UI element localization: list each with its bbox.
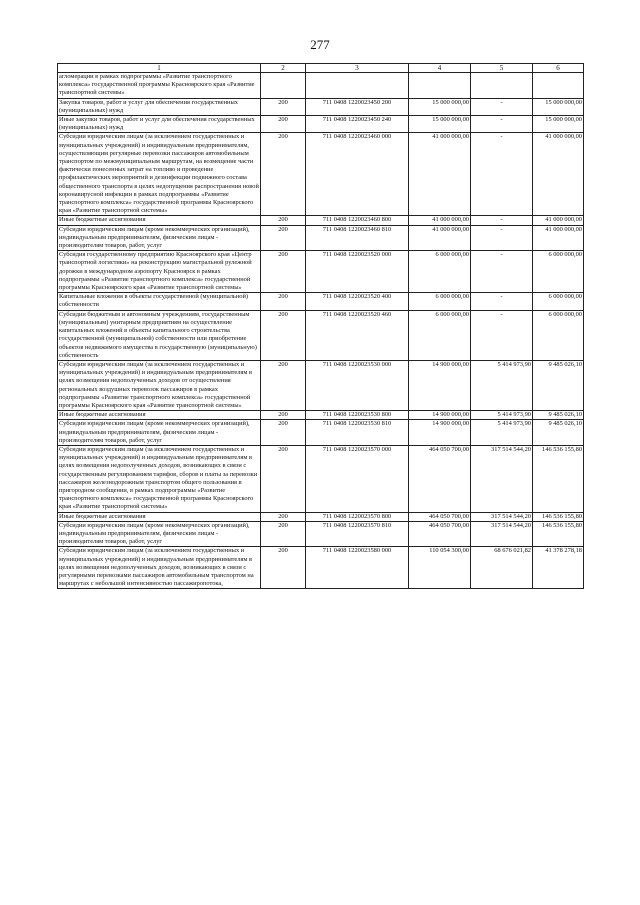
row-planned-amount: 15 000 000,00	[409, 98, 471, 115]
row-classification: 711 0408 1220023520 460	[306, 310, 409, 360]
row-remainder: 9 485 026,10	[533, 360, 584, 410]
row-executed-amount: 317 514 544,20	[471, 445, 533, 512]
row-remainder: 6 000 000,00	[533, 310, 584, 360]
row-executed-amount: -	[471, 98, 533, 115]
row-code: 200	[261, 420, 306, 446]
row-code: 200	[261, 512, 306, 521]
row-planned-amount: 6 000 000,00	[409, 310, 471, 360]
row-code: 200	[261, 293, 306, 310]
row-classification: 711 0408 1220023450 200	[306, 98, 409, 115]
table-row	[58, 411, 584, 420]
row-remainder: 41 378 278,18	[533, 547, 584, 589]
row-classification: 711 0408 1220023530 810	[306, 420, 409, 446]
row-description: агломерации в рамках подпрограммы «Развитие транспортного комплекса» государственной программы Красноярского края «Развитие транспортной системы»	[58, 73, 261, 99]
row-classification: 711 0408 1220023520 400	[306, 293, 409, 310]
row-description: Субсидии юридическим лицам (за исключением государственных и муниципальных учреждений) и индивидуальным предпринимателям, осуществляющим регулярные перевозки пассажиров автомобильным транспортом по межмуниципальным маршрутам, на возмещение части фактически понесенных затрат на топливо и проведение профилактических мероприятий и дезинфекции подвижного состава общественного транспорта в целях недопущения распространения новой коронавирусной инфекции в рамках подпрограммы «Развитие транспортного комплекса» государственной программы Красноярского края «Развитие транспортной системы»	[59, 133, 259, 215]
row-remainder: 146 536 155,80	[533, 445, 584, 512]
table-row	[58, 310, 584, 360]
row-executed-amount: 317 514 544,20	[471, 512, 533, 521]
row-classification	[306, 73, 409, 99]
row-executed-amount: 5 414 973,90	[471, 411, 533, 420]
column-header: 3	[306, 64, 409, 73]
row-remainder: 41 000 000,00	[533, 225, 584, 251]
table-row	[58, 251, 584, 293]
page-number: 277	[310, 37, 330, 52]
row-executed-amount	[471, 73, 533, 99]
row-planned-amount: 41 000 000,00	[409, 216, 471, 225]
table-row	[58, 512, 584, 521]
row-planned-amount: 464 050 700,00	[409, 445, 471, 512]
row-remainder: 41 000 000,00	[533, 133, 584, 216]
row-description: Закупка товаров, работ и услуг для обеспечения государственных (муниципальных) нужд	[58, 98, 261, 115]
row-description: Субсидии юридическим лицам (кроме некоммерческих организаций), индивидуальным предпринимателям, физическим лицам - производителям товаров, работ, услуг	[58, 225, 261, 251]
row-planned-amount	[409, 73, 471, 99]
table-row	[58, 521, 584, 547]
table-row	[58, 420, 584, 446]
row-description: Субсидии юридическим лицам (кроме некоммерческих организаций), индивидуальным предпринимателям, физическим лицам - производителям товаров, работ, услуг	[58, 521, 261, 547]
table-row	[58, 360, 584, 410]
table-row	[58, 547, 584, 589]
row-code: 200	[261, 216, 306, 225]
row-remainder: 6 000 000,00	[533, 293, 584, 310]
table-header-row	[58, 64, 584, 73]
table-row	[58, 293, 584, 310]
row-remainder: 146 536 155,80	[533, 512, 584, 521]
row-classification: 711 0408 1220023460 000	[306, 133, 409, 216]
table-row	[58, 133, 584, 216]
row-classification: 711 0408 1220023460 810	[306, 225, 409, 251]
column-header: 4	[409, 64, 471, 73]
table-row	[58, 216, 584, 225]
row-remainder: 146 536 155,80	[533, 521, 584, 547]
row-description: Иные бюджетные ассигнования	[58, 216, 261, 225]
table-row	[58, 445, 584, 512]
row-executed-amount: -	[471, 216, 533, 225]
table-row	[58, 98, 584, 115]
row-classification: 711 0408 1220023570 800	[306, 512, 409, 521]
row-planned-amount: 14 900 000,00	[409, 420, 471, 446]
row-remainder	[533, 73, 584, 99]
row-description: Капитальные вложения в объекты государственной (муниципальной) собственности	[58, 293, 261, 310]
row-executed-amount: -	[471, 133, 533, 216]
row-code: 200	[261, 225, 306, 251]
row-description: Иные бюджетные ассигнования	[58, 512, 261, 521]
row-classification: 711 0408 1220023450 240	[306, 116, 409, 133]
table-row	[58, 116, 584, 133]
row-code: 200	[261, 360, 306, 410]
row-remainder: 9 485 026,10	[533, 411, 584, 420]
row-description: Иные закупки товаров, работ и услуг для обеспечения государственных (муниципальных) нужд	[58, 116, 261, 133]
row-remainder: 15 000 000,00	[533, 98, 584, 115]
row-code: 200	[261, 547, 306, 589]
row-planned-amount: 14 900 000,00	[409, 411, 471, 420]
row-description: Субсидия государственному предприятию Красноярского края «Центр транспортной логистики» на реконструкцию магистральной рулежной дорожки в международном аэропорту Красноярск в рамках подпрограммы «Развитие транспортного комплекса» государственной программы Красноярского края «Развитие транспортной системы»	[58, 251, 261, 293]
row-code: 200	[261, 411, 306, 420]
column-header: 2	[261, 64, 306, 73]
table-row	[58, 73, 584, 99]
row-code: 200	[261, 445, 306, 512]
row-executed-amount: 5 414 973,90	[471, 420, 533, 446]
row-executed-amount: -	[471, 251, 533, 293]
row-executed-amount: -	[471, 310, 533, 360]
row-remainder: 41 000 000,00	[533, 216, 584, 225]
row-classification: 711 0408 1220023530 000	[306, 360, 409, 410]
budget-table	[57, 63, 584, 589]
column-header: 6	[533, 64, 584, 73]
row-executed-amount: -	[471, 293, 533, 310]
row-planned-amount: 6 000 000,00	[409, 293, 471, 310]
row-description: Субсидии юридическим лицам (за исключением государственных и муниципальных учреждений) и индивидуальным предпринимателям в целях возмещения недополученных доходов, возникающих в связи с государственным регулированием тарифов, сборов и платы за перевозки пассажиров железнодорожным транспортом общего пользования в пригородном сообщении, в рамках подпрограммы «Развитие транспортного комплекса» государственной программы Красноярского края «Развитие транспортной системы»	[58, 445, 261, 512]
row-code: 200	[261, 98, 306, 115]
column-header: 1	[58, 64, 261, 73]
table-row	[58, 225, 584, 251]
row-remainder: 6 000 000,00	[533, 251, 584, 293]
row-planned-amount: 110 054 300,00	[409, 547, 471, 589]
row-planned-amount: 14 900 000,00	[409, 360, 471, 410]
row-description: Субсидии юридическим лицам (за исключением государственных и муниципальных учреждений) и индивидуальным предпринимателям в целях возмещения недополученных доходов, возникающих в связи с регулярными перевозками пассажиров автомобильным транспортом на маршрутах с небольшой интенсивностью пассажиропотока,	[58, 547, 261, 589]
row-classification: 711 0408 1220023520 000	[306, 251, 409, 293]
row-classification: 711 0408 1220023570 000	[306, 445, 409, 512]
row-code: 200	[261, 310, 306, 360]
row-code	[261, 73, 306, 99]
row-classification: 711 0408 1220023460 800	[306, 216, 409, 225]
row-planned-amount: 41 000 000,00	[409, 225, 471, 251]
row-classification: 711 0408 1220023580 000	[306, 547, 409, 589]
row-executed-amount: 317 514 544,20	[471, 521, 533, 547]
row-code: 200	[261, 116, 306, 133]
row-remainder: 15 000 000,00	[533, 116, 584, 133]
row-classification: 711 0408 1220023530 800	[306, 411, 409, 420]
row-description: Иные бюджетные ассигнования	[58, 411, 261, 420]
row-code: 200	[261, 251, 306, 293]
column-header: 5	[471, 64, 533, 73]
row-description: Субсидии юридическим лицам (кроме некоммерческих организаций), индивидуальным предпринимателям, физическим лицам - производителям товаров, работ, услуг	[58, 420, 261, 446]
row-description: Субсидии юридическим лицам (за исключением государственных и муниципальных учреждений) и индивидуальным предпринимателям в целях возмещения недополученных доходов от осуществления региональных воздушных перевозок пассажиров в рамках подпрограммы «Развитие транспортного комплекса» государственной программы Красноярского края «Развитие транспортной системы»	[58, 360, 261, 410]
row-classification: 711 0408 1220023570 810	[306, 521, 409, 547]
row-executed-amount: -	[471, 116, 533, 133]
row-description: Субсидии бюджетным и автономным учреждениям, государственным (муниципальным) унитарным предприятиям на осуществление капитальных вложений в объекты капитального строительства государственной (муниципальной) собственности или приобретение объектов недвижимого имущества в государственную (муниципальную) собственность	[58, 310, 261, 360]
row-planned-amount: 15 000 000,00	[409, 116, 471, 133]
row-planned-amount: 41 000 000,00	[409, 133, 471, 216]
row-executed-amount: -	[471, 225, 533, 251]
row-remainder: 9 485 026,10	[533, 420, 584, 446]
row-planned-amount: 464 050 700,00	[409, 521, 471, 547]
row-executed-amount: 5 414 973,90	[471, 360, 533, 410]
row-planned-amount: 6 000 000,00	[409, 251, 471, 293]
row-code: 200	[261, 521, 306, 547]
row-planned-amount: 464 050 700,00	[409, 512, 471, 521]
row-code: 200	[261, 133, 306, 216]
row-executed-amount: 68 676 021,82	[471, 547, 533, 589]
